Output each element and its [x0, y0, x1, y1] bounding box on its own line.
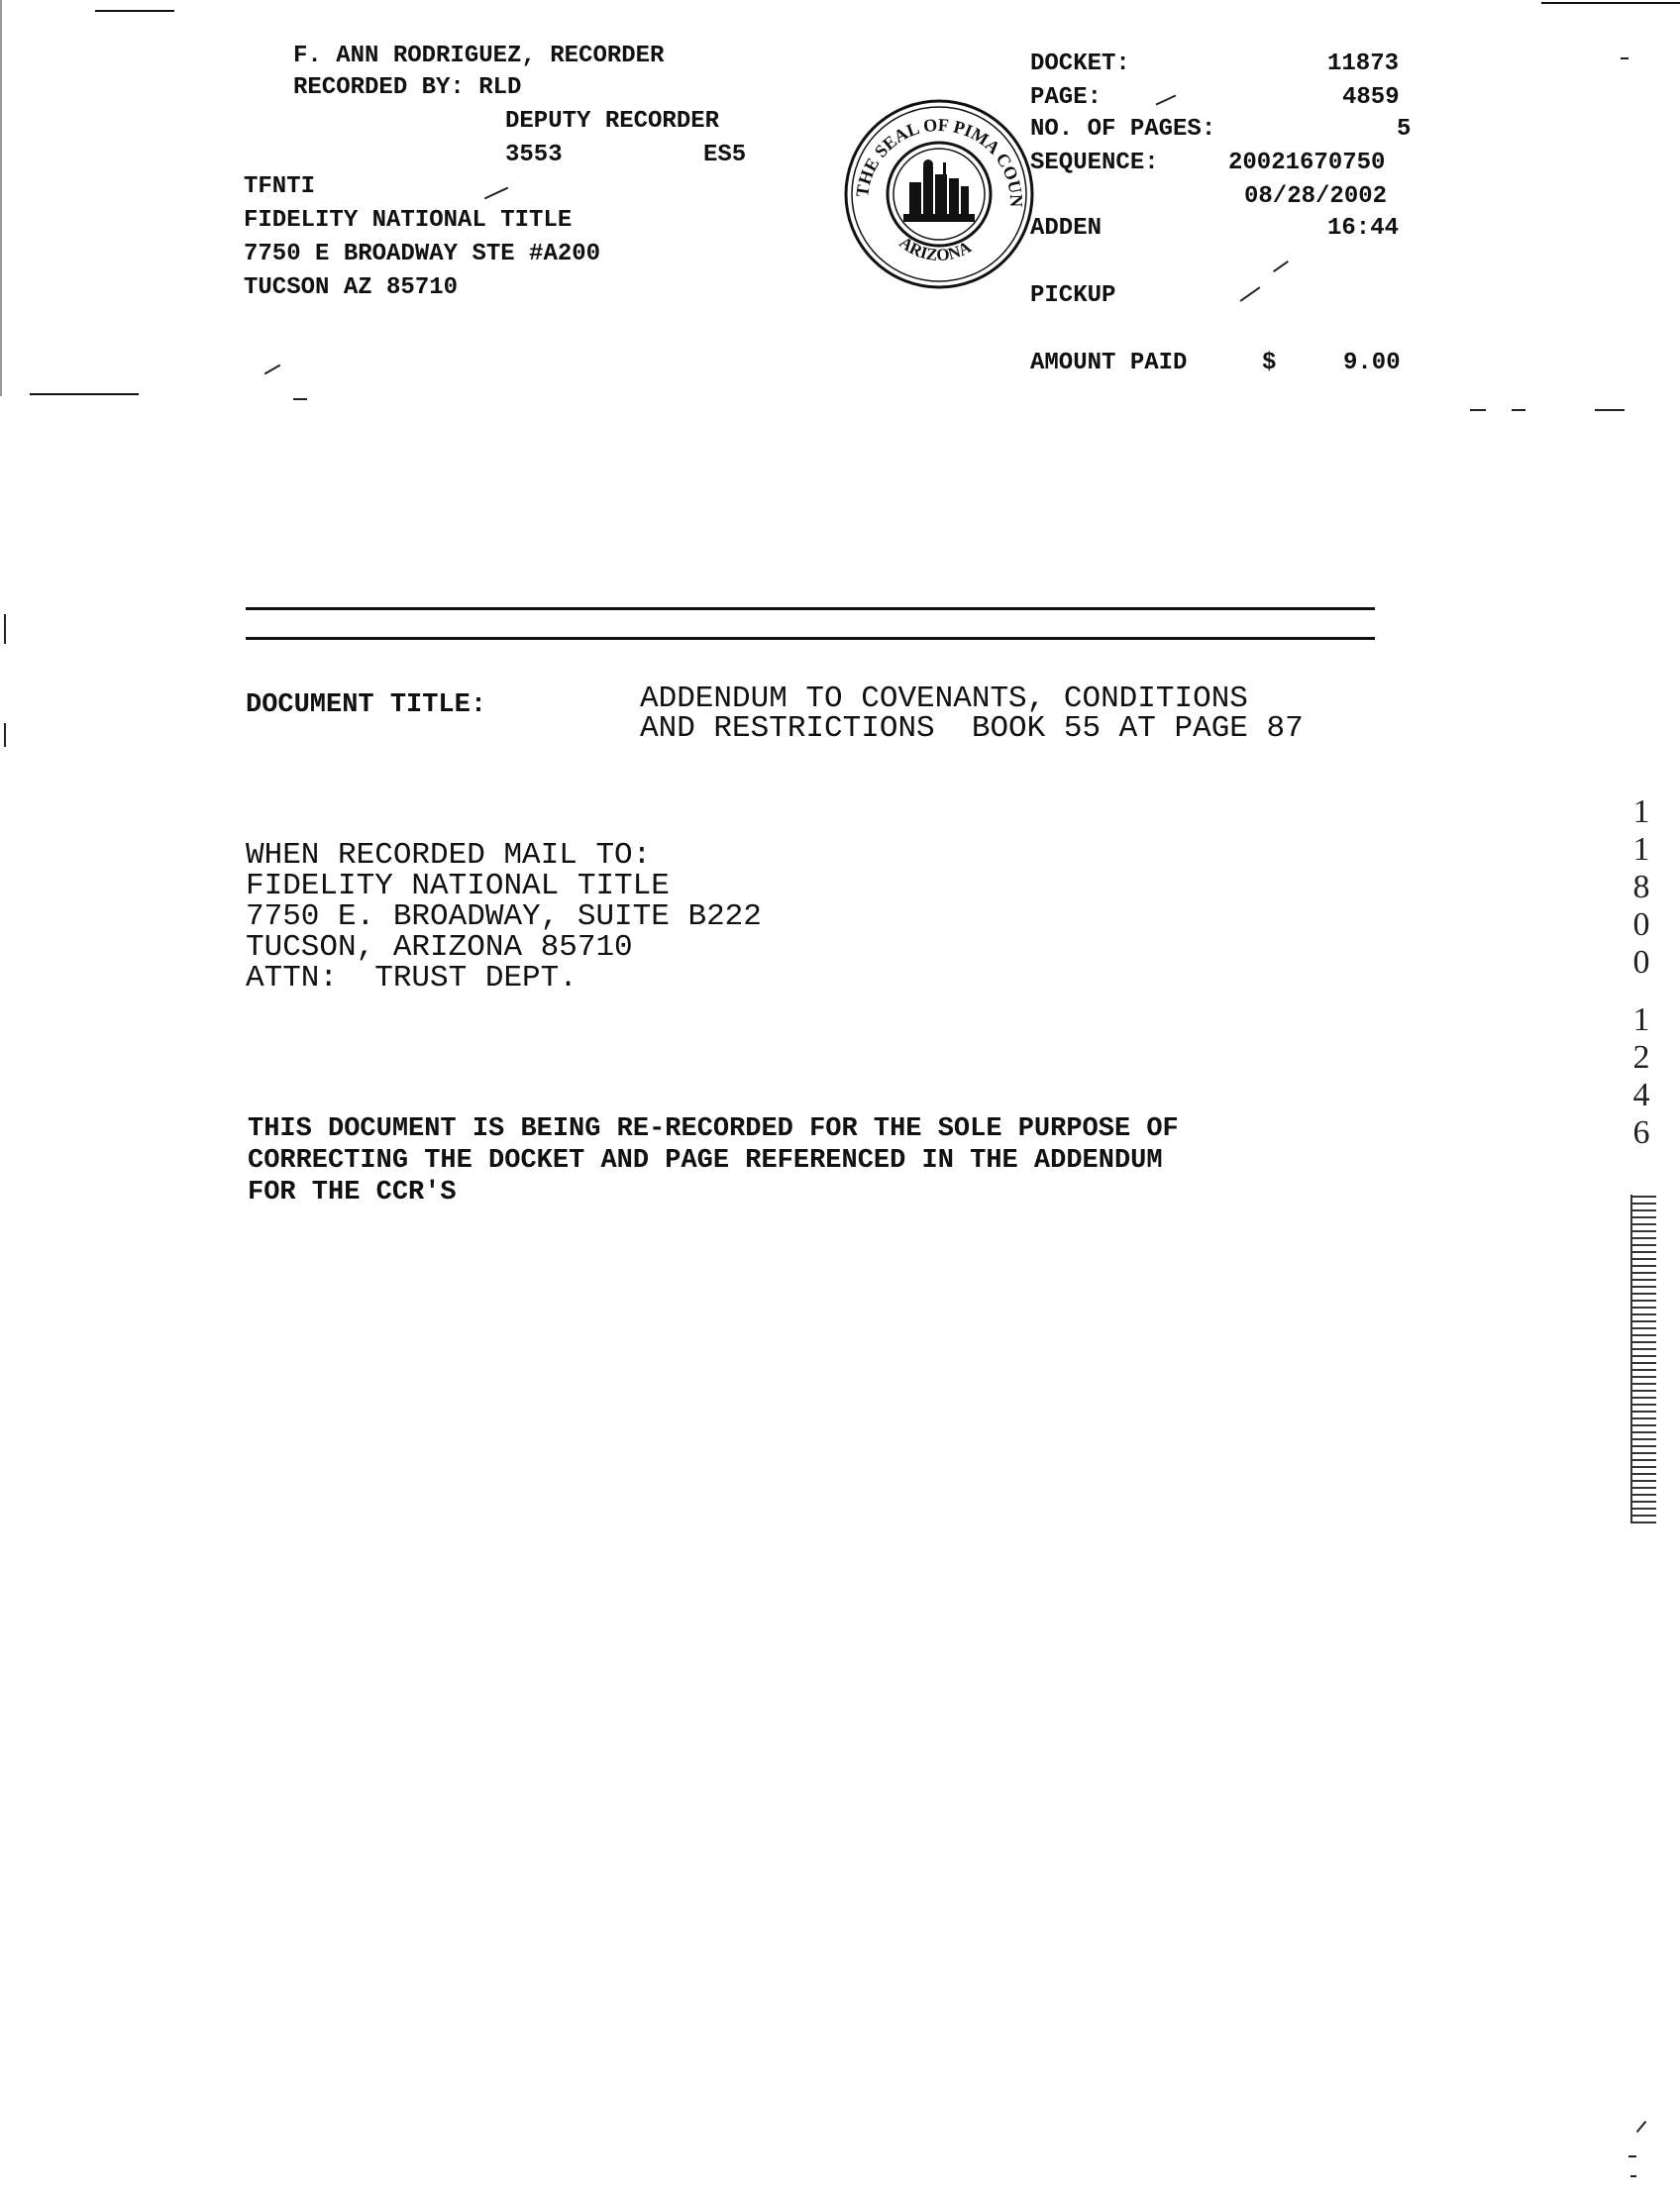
mail-to-line-2: FIDELITY NATIONAL TITLE — [246, 869, 670, 903]
margin-digit: 6 — [1632, 1114, 1650, 1151]
stray-mark — [1240, 286, 1261, 301]
docket-value: 11873 — [1327, 51, 1400, 77]
document-title-label: DOCUMENT TITLE: — [246, 690, 487, 720]
margin-digit: 0 — [1632, 906, 1650, 943]
margin-digit: 0 — [1632, 944, 1650, 981]
recorder-number: 3553 — [505, 142, 563, 168]
scan-artifact-speck — [4, 723, 6, 747]
county-seal-image — [824, 77, 1027, 275]
sequence-value: 20021670750 — [1228, 150, 1386, 176]
margin-digit: 1 — [1632, 793, 1650, 830]
separator-line-bottom — [246, 637, 1375, 640]
docket-label: DOCKET: — [1030, 51, 1130, 77]
deputy-recorder: DEPUTY RECORDER — [505, 108, 720, 135]
sequence-label: SEQUENCE: — [1030, 150, 1159, 176]
pages-value: 5 — [1397, 116, 1412, 143]
scan-artifact-speck — [1512, 409, 1525, 411]
notice-line-2: CORRECTING THE DOCKET AND PAGE REFERENCED IN THE ADDENDUM — [248, 1146, 1163, 1176]
scan-artifact-line — [95, 10, 174, 12]
document-title-line-2: AND RESTRICTIONS BOOK 55 AT PAGE 87 — [640, 711, 1304, 746]
stray-mark — [293, 398, 307, 400]
pages-label: NO. OF PAGES: — [1030, 116, 1216, 143]
mail-to-line-1: WHEN RECORDED MAIL TO: — [246, 838, 652, 873]
title-company-address: 7750 E BROADWAY STE #A200 — [244, 241, 601, 267]
recording-date: 08/28/2002 — [1244, 183, 1388, 210]
scan-artifact-speck — [1470, 409, 1486, 411]
amount-paid-label: AMOUNT PAID — [1030, 350, 1188, 376]
adden-label: ADDEN — [1030, 215, 1102, 242]
recorded-by: RECORDED BY: RLD — [293, 74, 522, 101]
amount-paid-value: 9.00 — [1343, 350, 1401, 376]
stray-mark — [1273, 261, 1289, 272]
page-label: PAGE: — [1030, 84, 1102, 111]
scan-artifact-speck — [1621, 57, 1628, 59]
separator-line-top — [246, 607, 1375, 610]
margin-digit: 1 — [1632, 1001, 1650, 1038]
notice-line-3: FOR THE CCR'S — [248, 1178, 457, 1207]
mail-to-line-4: TUCSON, ARIZONA 85710 — [246, 930, 633, 965]
title-company-city: TUCSON AZ 85710 — [244, 274, 459, 301]
seal-top-text: THE SEAL OF PIMA COUN — [852, 114, 1027, 208]
stray-mark — [1636, 2121, 1647, 2133]
scan-artifact-speck — [1595, 409, 1625, 411]
page-value: 4859 — [1342, 84, 1400, 111]
scan-artifact-line — [1541, 2, 1680, 4]
mail-to-line-5: ATTN: TRUST DEPT. — [246, 961, 578, 996]
notice-line-1: THIS DOCUMENT IS BEING RE-RECORDED FOR THE SOLE PURPOSE OF — [248, 1114, 1179, 1144]
stray-mark — [1628, 2155, 1636, 2157]
stray-mark — [1630, 2175, 1636, 2177]
document-title-line-1: ADDENDUM TO COVENANTS, CONDITIONS — [640, 682, 1248, 716]
stray-mark — [264, 365, 281, 375]
seal-bottom-text: ARIZONA — [895, 232, 975, 265]
mail-to-line-3: 7750 E. BROADWAY, SUITE B222 — [246, 899, 762, 934]
margin-digit: 1 — [1632, 831, 1650, 868]
stray-mark — [1156, 94, 1177, 105]
margin-digit: 8 — [1632, 869, 1650, 905]
recording-time: 16:44 — [1327, 215, 1400, 242]
currency-symbol: $ — [1262, 350, 1277, 376]
stray-mark — [484, 187, 508, 200]
scan-artifact-line — [30, 393, 139, 395]
margin-barcode — [1630, 1195, 1656, 1523]
scan-artifact-speck — [4, 614, 6, 644]
recorder-code: ES5 — [703, 142, 747, 168]
pickup-label: PICKUP — [1030, 282, 1116, 309]
title-company: FIDELITY NATIONAL TITLE — [244, 207, 573, 234]
scan-artifact-edge — [0, 0, 2, 396]
tfnti-code: TFNTI — [244, 173, 316, 200]
margin-digit: 4 — [1632, 1077, 1650, 1113]
recorder-name: F. ANN RODRIGUEZ, RECORDER — [293, 43, 665, 69]
margin-digit: 2 — [1632, 1039, 1650, 1076]
